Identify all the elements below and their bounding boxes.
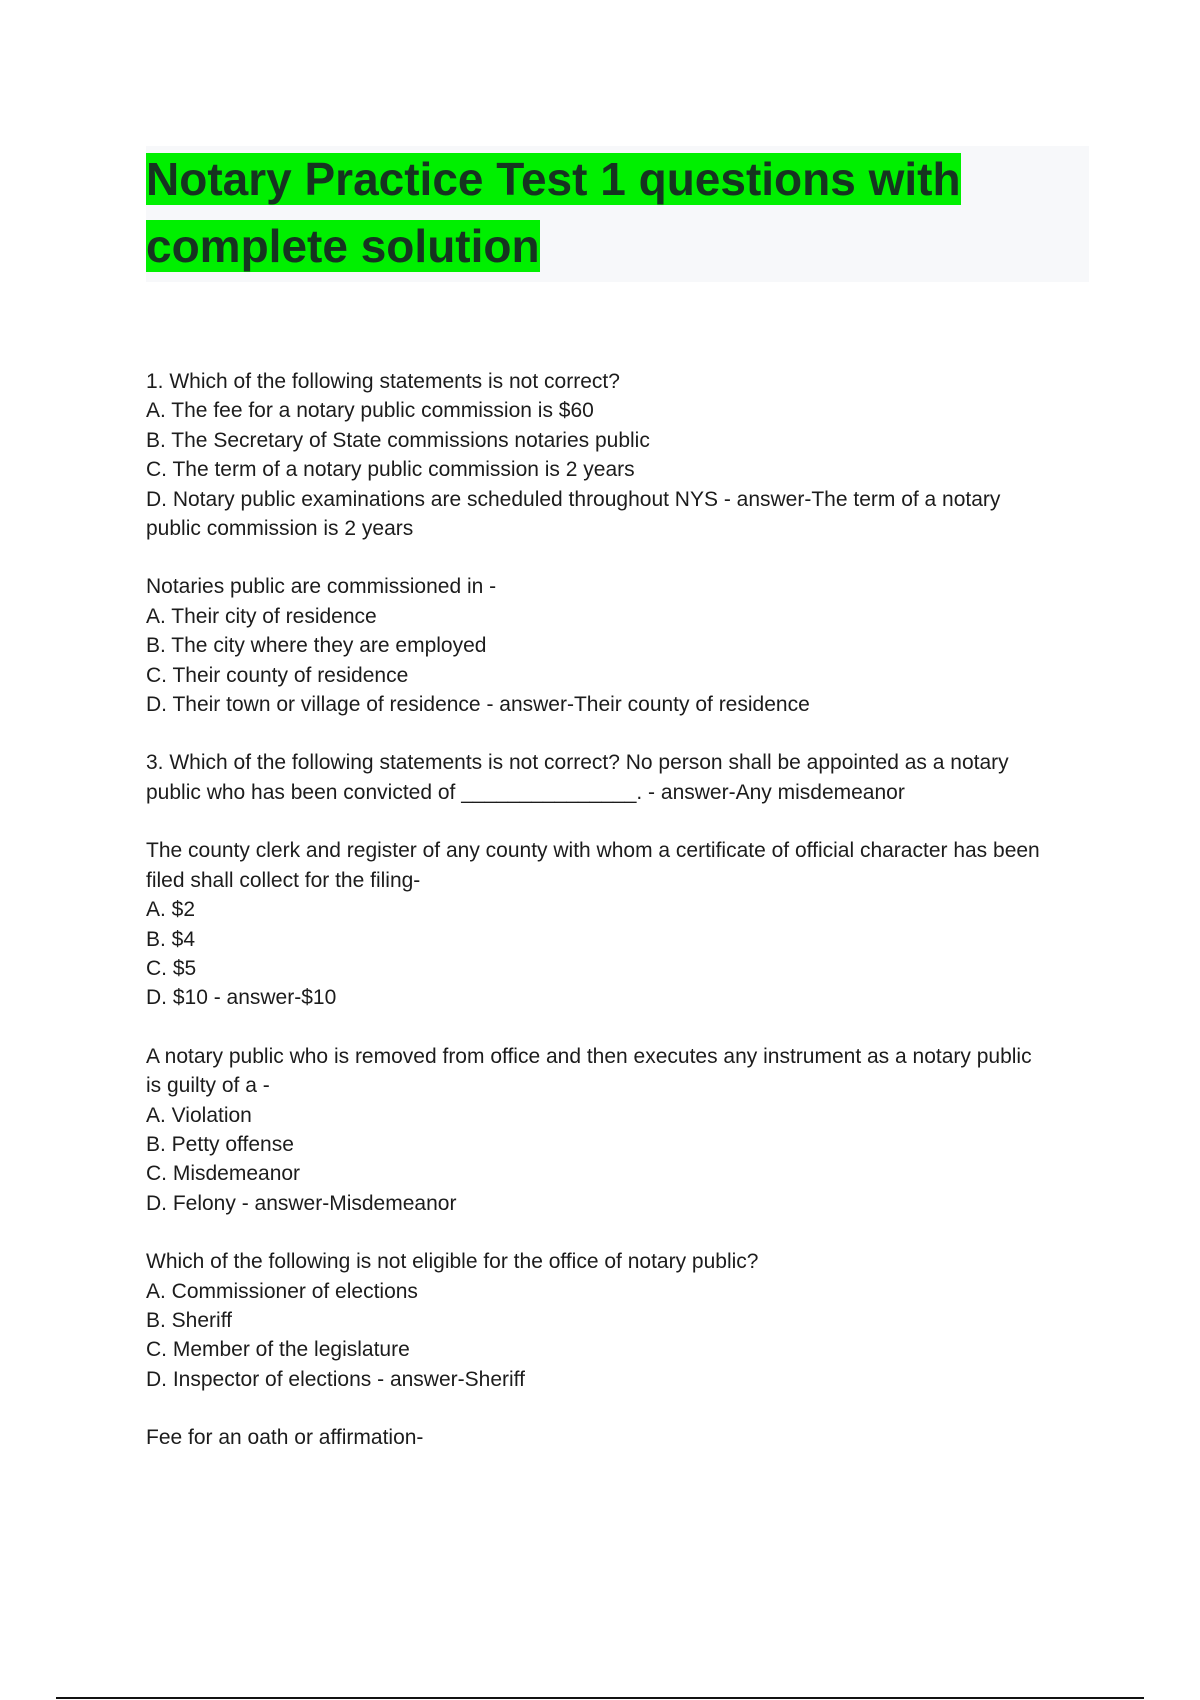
question-list	[146, 367, 1096, 1482]
question-block	[146, 836, 1096, 1012]
answer-option: D. $10 - answer-$10	[146, 986, 337, 1010]
question-text: public who has been convicted of _______________. - answer-Any misdemeanor	[146, 780, 905, 804]
answer-option: D. Their town or village of residence - answer-Their county of residence	[146, 693, 810, 717]
answer-option: B. Petty offense	[146, 1132, 294, 1156]
question-text: is guilty of a -	[146, 1074, 270, 1098]
answer-option: D. Felony - answer-Misdemeanor	[146, 1191, 457, 1215]
question-block	[146, 572, 1096, 719]
question-block	[146, 367, 1096, 543]
question-block	[146, 748, 1096, 807]
answer-option: C. Misdemeanor	[146, 1162, 301, 1186]
answer-option: A. Their city of residence	[146, 604, 377, 628]
question-text: filed shall collect for the filing-	[146, 868, 421, 892]
question-block	[146, 1423, 1096, 1452]
answer-option: A. Commissioner of elections	[146, 1279, 418, 1303]
page-bottom-rule	[56, 1697, 1144, 1699]
title-line-1: Notary Practice Test 1 questions with	[146, 153, 961, 205]
answer-option: C. Their county of residence	[146, 663, 409, 687]
question-text: 1. Which of the following statements is not correct?	[146, 370, 620, 393]
answer-option: B. $4	[146, 927, 196, 951]
question-text: A notary public who is removed from office and then executes any instrument as a notary public	[146, 1044, 1032, 1068]
title-block	[146, 146, 1089, 282]
question-text: The county clerk and register of any county with whom a certificate of official character has been	[146, 839, 1040, 863]
title-line-2: complete solution	[146, 220, 540, 272]
question-block	[146, 1042, 1096, 1218]
answer-option: B. The city where they are employed	[146, 634, 487, 658]
question-text: 3. Which of the following statements is not correct? No person shall be appointed as a notary	[146, 751, 1009, 775]
answer-option: A. $2	[146, 898, 196, 922]
answer-option: C. Member of the legislature	[146, 1338, 410, 1362]
document-title	[146, 146, 1089, 280]
question-text: Which of the following is not eligible for the office of notary public?	[146, 1250, 759, 1274]
answer-text: public commission is 2 years	[146, 517, 414, 541]
answer-option: A. Violation	[146, 1103, 252, 1127]
answer-option: B. The Secretary of State commissions notaries public	[146, 428, 650, 452]
question-text: Fee for an oath or affirmation-	[146, 1426, 424, 1450]
question-text: Notaries public are commissioned in -	[146, 575, 497, 599]
question-block	[146, 1247, 1096, 1394]
answer-option: B. Sheriff	[146, 1308, 232, 1332]
answer-option: D. Inspector of elections - answer-Sheriff	[146, 1367, 525, 1391]
answer-option: A. The fee for a notary public commission is $60	[146, 399, 594, 423]
answer-option: C. The term of a notary public commission is 2 years	[146, 458, 635, 482]
answer-option: D. Notary public examinations are scheduled throughout NYS - answer-The term of a notary	[146, 487, 1001, 511]
answer-option: C. $5	[146, 956, 197, 980]
